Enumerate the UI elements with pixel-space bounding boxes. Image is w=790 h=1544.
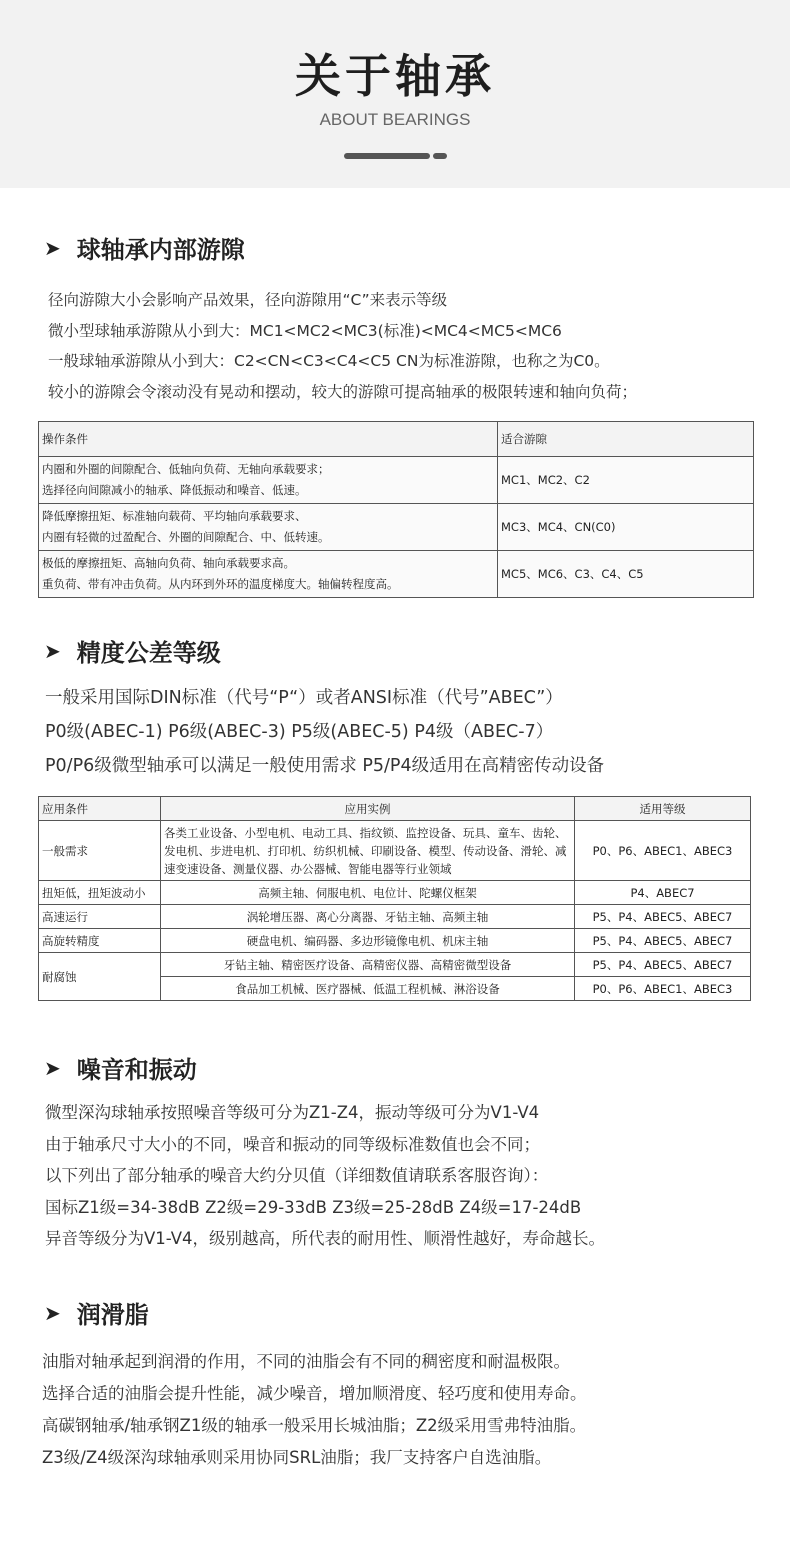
cell-text: 选择径向间隙减小的轴承、降低振动和噪音、低速。 xyxy=(42,483,307,497)
clearance-text xyxy=(48,285,637,407)
text-line: 一般球轴承游隙从小到大：C2<CN<C3<C4<C5 CN为标准游隙，也称之为C0。 xyxy=(48,352,610,370)
table-header: 应用条件 xyxy=(39,797,161,821)
cell-text: MC5、MC6、C3、C4、C5 xyxy=(498,551,754,598)
cell-text: 硬盘电机、编码器、多边形镜像电机、机床主轴 xyxy=(161,929,575,953)
text-line: 较小的游隙会令滚动没有晃动和摆动，较大的游隙可提高轴承的极限转速和轴向负荷； xyxy=(48,382,638,401)
cell-text: 高频主轴、伺服电机、电位计、陀螺仪框架 xyxy=(161,881,575,905)
table-row xyxy=(39,929,751,953)
cell-text: P0、P6、ABEC1、ABEC3 xyxy=(575,821,751,881)
table-header: 适合游隙 xyxy=(498,422,754,457)
text-line: 由于轴承尺寸大小的不同，噪音和振动的同等级标准数值也会不同； xyxy=(45,1134,540,1154)
section-heading-precision xyxy=(44,633,221,668)
page-header xyxy=(0,0,790,188)
cell-text: 各类工业设备、小型电机、电动工具、指纹锁、监控设备、玩具、童车、齿轮、发电机、步进电机、打印机、纺织机械、印刷设备、模型、传动设备、滑轮、减速变速设备、测量仪器、办公器械、智能电器等行业领域 xyxy=(161,821,575,881)
text-line: 以下列出了部分轴承的噪音大约分贝值（详细数值请联系客服咨询）： xyxy=(45,1166,549,1185)
cell-text: P5、P4、ABEC5、ABEC7 xyxy=(575,953,751,977)
section-heading-grease xyxy=(44,1295,149,1330)
cell-text: 极低的摩擦扭矩、高轴向负荷、轴向承载要求高。 xyxy=(42,556,295,570)
table-row xyxy=(39,457,754,504)
arrow-right-icon: ➤ xyxy=(44,235,61,260)
section-heading-clearance xyxy=(44,230,245,265)
cell-text: 耐腐蚀 xyxy=(39,953,161,1001)
cell-text: 一般需求 xyxy=(39,821,161,881)
table-header: 适用等级 xyxy=(575,797,751,821)
cell-text: 涡轮增压器、离心分离器、牙钻主轴、高频主轴 xyxy=(161,905,575,929)
cell-text: MC3、MC4、CN(C0) xyxy=(498,504,754,551)
cell-text: 高旋转精度 xyxy=(39,929,161,953)
table-header: 应用实例 xyxy=(161,797,575,821)
noise-text xyxy=(45,1097,605,1255)
cell-text: P0、P6、ABEC1、ABEC3 xyxy=(575,977,751,1001)
cell-text: 降低摩擦扭矩、标准轴向载荷、平均轴向承载要求、 xyxy=(42,509,307,523)
table-row xyxy=(39,905,751,929)
text-line: P0/P6级微型轴承可以满足一般使用需求 P5/P4级适用在高精密传动设备 xyxy=(45,756,605,776)
text-line: 微型深沟球轴承按照噪音等级可分为Z1-Z4，振动等级可分为V1-V4 xyxy=(45,1103,540,1122)
cell-text: 高速运行 xyxy=(39,905,161,929)
text-line: 油脂对轴承起到润滑的作用，不同的油脂会有不同的稠密度和耐温极限。 xyxy=(42,1352,570,1371)
cell-text: 重负荷、带有冲击负荷。从内环到外环的温度梯度大。轴偏转程度高。 xyxy=(42,577,399,591)
section-title: 球轴承内部游隙 xyxy=(76,236,245,264)
text-line: 异音等级分为V1-V4，级别越高，所代表的耐用性、顺滑性越好，寿命越长。 xyxy=(45,1229,606,1248)
table-header: 操作条件 xyxy=(39,422,498,457)
section-title: 噪音和振动 xyxy=(76,1056,197,1084)
section-title: 润滑脂 xyxy=(76,1301,149,1329)
table-row xyxy=(39,504,754,551)
cell-text: 内圈和外圈的间隙配合、低轴向负荷、无轴向承载要求； xyxy=(42,462,330,476)
text-line: 国标Z1级=34-38dB Z2级=29-33dB Z3级=25-28dB Z4级=17-24dB xyxy=(45,1197,582,1217)
cell-text: 食品加工机械、医疗器械、低温工程机械、淋浴设备 xyxy=(161,977,575,1001)
cell-text: P4、ABEC7 xyxy=(575,881,751,905)
precision-text xyxy=(45,681,604,783)
cell-text: P5、P4、ABEC5、ABEC7 xyxy=(575,905,751,929)
arrow-right-icon: ➤ xyxy=(44,1055,61,1080)
arrow-right-icon: ➤ xyxy=(44,1300,61,1325)
clearance-table xyxy=(38,421,754,598)
table-row xyxy=(39,821,751,881)
table-row xyxy=(39,881,751,905)
table-row xyxy=(39,953,751,977)
cell-text: 内圈有轻微的过盈配合、外圈的间隙配合、中、低转速。 xyxy=(42,530,330,544)
cell-text: 牙钻主轴、精密医疗设备、高精密仪器、高精密微型设备 xyxy=(161,953,575,977)
text-line: 微小型球轴承游隙从小到大：MC1<MC2<MC3(标准)<MC4<MC5<MC6 xyxy=(48,321,562,340)
text-line: P0级(ABEC-1) P6级(ABEC-3) P5级(ABEC-5) P4级（ABEC-7） xyxy=(45,722,554,742)
text-line: 径向游隙大小会影响产品效果，径向游隙用“C”来表示等级 xyxy=(48,291,448,309)
text-line: Z3级/Z4级深沟球轴承则采用协同SRL油脂；我厂支持客户自选油脂。 xyxy=(42,1448,552,1467)
precision-table xyxy=(38,796,751,1001)
text-line: 选择合适的油脂会提升性能，减少噪音，增加顺滑度、轻巧度和使用寿命。 xyxy=(42,1384,587,1403)
cell-text: 扭矩低，扭矩波动小 xyxy=(39,881,161,905)
page-title: 关于轴承 xyxy=(295,49,495,103)
section-title: 精度公差等级 xyxy=(76,639,221,667)
divider-bar xyxy=(344,153,430,159)
cell-text: MC1、MC2、C2 xyxy=(498,457,754,504)
text-line: 一般采用国际DIN标准（代号“P“）或者ANSI标准（代号”ABEC”） xyxy=(45,688,563,708)
table-row xyxy=(39,551,754,598)
arrow-right-icon: ➤ xyxy=(44,638,61,663)
cell-text: P5、P4、ABEC5、ABEC7 xyxy=(575,929,751,953)
divider-dot xyxy=(433,153,447,159)
text-line: 高碳钢轴承/轴承钢Z1级的轴承一般采用长城油脂；Z2级采用雪弗特油脂。 xyxy=(42,1416,587,1435)
grease-text xyxy=(42,1346,587,1474)
page-subtitle: ABOUT BEARINGS xyxy=(319,110,471,129)
section-heading-noise xyxy=(44,1050,197,1085)
